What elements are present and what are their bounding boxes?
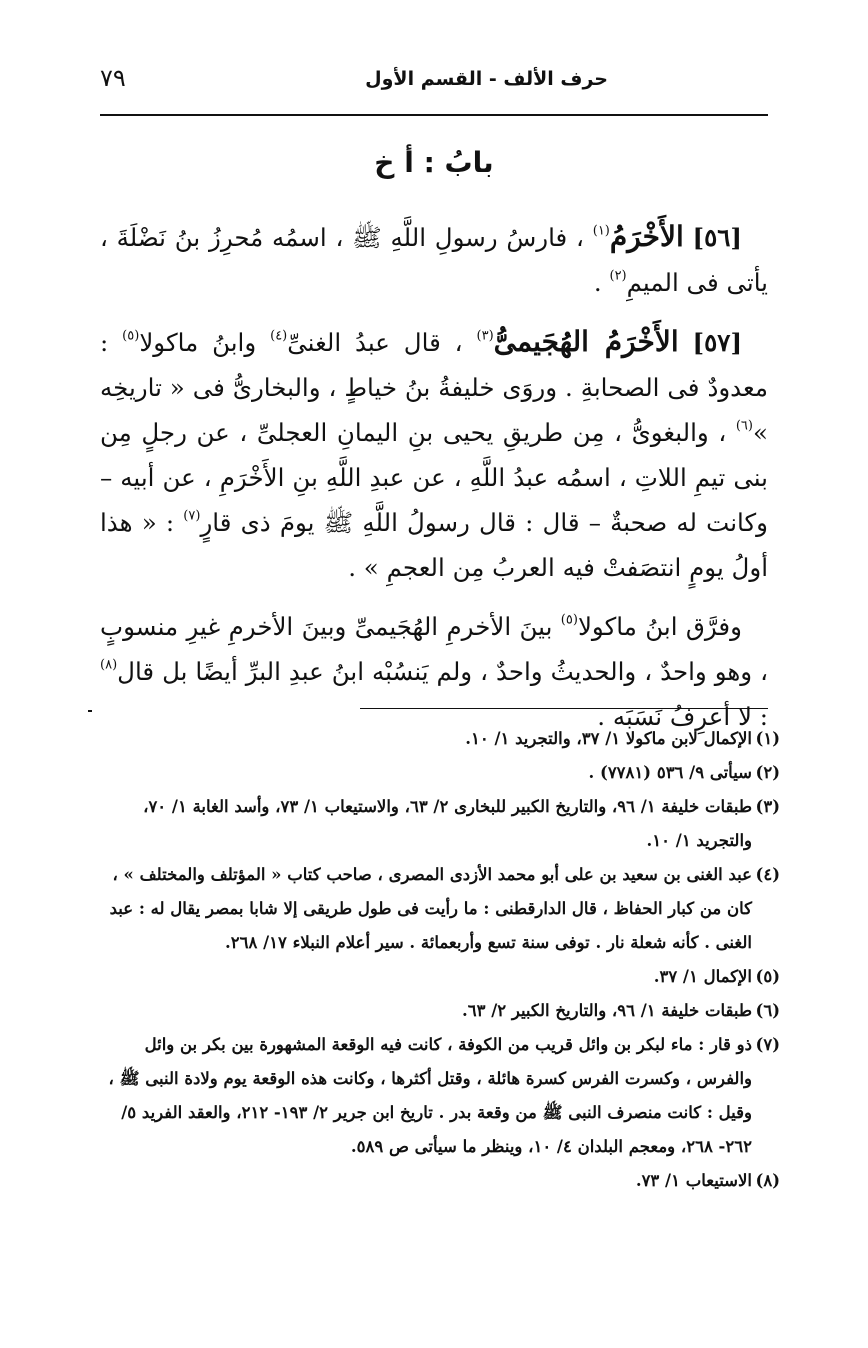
footnote — [100, 960, 780, 994]
page-number: ٧٩ — [100, 64, 126, 92]
entry-name: الأَخْرَمُ الهُجَيمىُّ — [493, 325, 679, 358]
main-text — [100, 214, 768, 753]
entry-56 — [100, 214, 768, 305]
footnote-ref[interactable]: (٥) — [122, 328, 140, 344]
chapter-title: بابُ : أ خ — [374, 146, 494, 179]
entry-text: وابنُ ماكولا — [139, 328, 257, 357]
header-rule — [100, 114, 768, 116]
entry-text: ، والبغوىُّ ، مِن طريقِ يحيى بنِ اليمانِ العجلىِّ ، عن رجلٍ مِن بنى تيمِ اللاتِ ، اسمُه عبدُ اللَّهِ ، عن عبدِ اللَّهِ بنِ الأَخْرَمِ ، عن أبيه – وكانت له صحبةٌ – قال : قال رسولُ اللَّهِ ﷺ يومَ ذى قارٍ — [100, 418, 768, 537]
running-header — [100, 62, 768, 102]
footnotes — [100, 722, 780, 1198]
entry-text: : معدودٌ فى الصحابةِ . وروَى خليفةُ بنُ خياطٍ ، والبخارىُّ فى « تاريخِه » — [100, 328, 768, 447]
entry-text: : « هذا أولُ يومٍ انتصَفتْ فيه العربُ مِن العجمِ » . — [100, 508, 768, 582]
footnote-ref[interactable]: (١) — [592, 223, 610, 239]
footnote — [100, 1028, 780, 1164]
entry-text: ، فارسُ رسولِ اللَّهِ ﷺ ، اسمُه مُحرِزُ بنُ نَضْلَةَ ، يأتى فى الميمِ — [100, 223, 768, 297]
closing-text: بينَ الأخرمِ الهُجَيمىِّ وبينَ الأخرمِ غيرِ منسوبٍ ، وهو واحدٌ ، والحديثُ واحدٌ ، ولم يَنسُبْه ابنُ عبدِ البرِّ أيضًا بل قال — [100, 612, 768, 686]
footnote-ref[interactable]: (٢) — [609, 268, 627, 284]
footnote-number: (٤) — [755, 865, 780, 884]
footnote-number: (٨) — [755, 1171, 780, 1190]
footnote-separator — [88, 710, 92, 712]
closing-paragraph — [100, 604, 768, 739]
entry-text: ، قال عبدُ الغنىِّ — [287, 328, 463, 357]
entry-name: الأَخْرَمُ — [609, 220, 684, 253]
footnote — [100, 722, 780, 756]
footnote-text: الإكمال ١/ ٣٧. — [653, 967, 752, 986]
footnote-number: (١) — [755, 729, 780, 748]
footnote-number: (٣) — [755, 797, 780, 816]
closing-text: وفرَّق ابنُ ماكولا — [577, 612, 742, 641]
running-title: حرف الألف - القسم الأول — [365, 68, 608, 90]
footnote — [100, 858, 780, 960]
footnote-number: (٢) — [755, 763, 780, 782]
footnote-text: طبقات خليفة ١/ ٩٦، والتاريخ الكبير للبخارى ٢/ ٦٣، والاستيعاب ١/ ٧٣، وأسد الغابة ١/ ٧٠، والتجريد ١/ ١٠. — [143, 797, 752, 850]
footnote — [100, 994, 780, 1028]
text-end-rule — [360, 708, 768, 709]
entry-number: [٥٦] — [692, 223, 743, 252]
footnote — [100, 756, 780, 790]
footnote-ref[interactable]: (٨) — [100, 657, 118, 673]
entry-57 — [100, 319, 768, 590]
footnote-number: (٥) — [755, 967, 780, 986]
footnote-text: ذو قار : ماء لبكر بن وائل قريب من الكوفة ، كانت فيه الوقعة المشهورة بين بكر بن وائل والفرس ، وكسرت الفرس كسرة هائلة ، وقتل أكثرها ، وكانت هذه الوقعة يوم ولادة النبى ﷺ ، وقيل : كانت منصرف النبى ﷺ من وقعة بدر . تاريخ ابن جرير ٢/ ١٩٣- ٢١٢، والعقد الفريد ٥/ ٢٦٢- ٢٦٨، ومعجم البلدان ٤/ ١٠، وينظر ما سيأتى ص ٥٨٩. — [108, 1035, 752, 1156]
footnote — [100, 1164, 780, 1198]
entry-number: [٥٧] — [692, 328, 743, 357]
footnote-ref[interactable]: (٣) — [476, 328, 494, 344]
footnote-ref[interactable]: (٧) — [183, 508, 201, 524]
closing-text: : لا أعرِفُ نَسَبَه . — [597, 702, 768, 731]
footnote-ref[interactable]: (٥) — [560, 612, 578, 628]
footnote-ref[interactable]: (٦) — [735, 418, 753, 434]
footnote-ref[interactable]: (٤) — [270, 328, 288, 344]
footnote-text: سيأتى ٩/ ٥٣٦ (٧٧٨١) . — [588, 763, 752, 782]
entry-text: . — [593, 268, 602, 297]
footnote-text: طبقات خليفة ١/ ٩٦، والتاريخ الكبير ٢/ ٦٣. — [461, 1001, 752, 1020]
footnote-text: عبد الغنى بن سعيد بن على أبو محمد الأزدى المصرى ، صاحب كتاب « المؤتلف والمختلف » ، كان من كبار الحفاظ ، قال الدارقطنى : ما رأيت فى طول طريقى إلا شابا بمصر يقال له : عبد الغنى . كأنه شعلة نار . توفى سنة تسع وأربعمائة . سير أعلام النبلاء ١٧/ ٢٦٨. — [109, 865, 752, 952]
footnote-text: الاستيعاب ١/ ٧٣. — [635, 1171, 752, 1190]
footnote-number: (٧) — [755, 1035, 780, 1054]
footnote — [100, 790, 780, 858]
footnote-text: الإكمال لابن ماكولا ١/ ٣٧، والتجريد ١/ ١٠. — [465, 729, 752, 748]
footnote-number: (٦) — [755, 1001, 780, 1020]
